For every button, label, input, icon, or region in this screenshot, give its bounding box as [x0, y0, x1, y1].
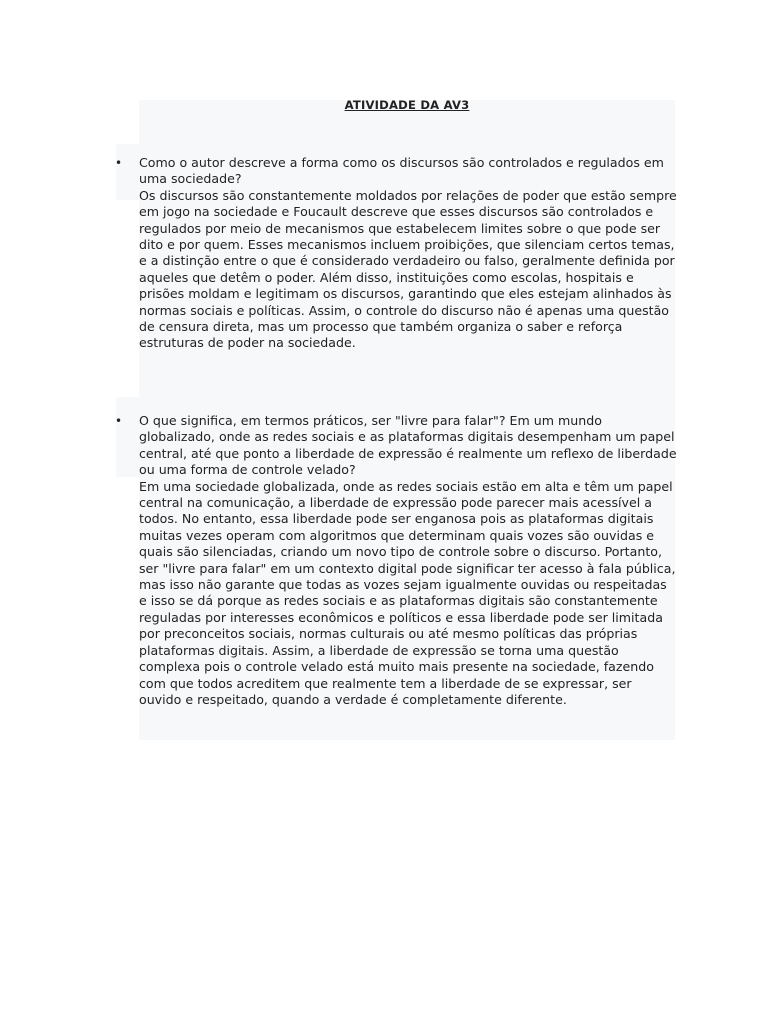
page-title: ATIVIDADE DA AV3 [344, 98, 470, 112]
bullet: • [115, 414, 123, 428]
answer-text: Em uma sociedade globalizada, onde as redes sociais estão em alta e têm um papel central na comunicação, a liberdade de expressão pode parecer mais acessível a todos. No entanto, essa liberdade pode ser enganosa pois as plataformas digitais muitas vezes operam com algoritmos que determinam quais vozes são ouvidas e quais são silenciadas, criando um novo tipo de controle sobre o discurso. Portanto, ser "livre para falar" em um contexto digital pode significar ter acesso à fala pública, mas isso não garante que todas as vozes sejam igualmente ouvidas ou respeitadas e isso se dá porque as redes sociais e as plataformas digitais são constantemente reguladas por interesses econômicos e políticos e essa liberdade pode ser limitada por preconceitos sociais, normas culturais ou até mesmo políticas das próprias plataformas digitais. Assim, a liberdade de expressão se torna uma questão complexa pois o controle velado está muito mais presente na sociedade, fazendo com que todos acreditem que realmente tem a liberdade de se expressar, ser ouvido e respeitado, quando a verdade é completamente diferente. [139, 478, 676, 707]
bullet: • [115, 156, 123, 170]
list-item [115, 413, 677, 708]
answer-text: Os discursos são constantemente moldados por relações de poder que estão sempre em jogo na sociedade e Foucault descreve que esses discursos são controlados e regulados por meio de mecanismos que estabelecem limites sobre o que pode ser dito e por quem. Esses mecanismos incluem proibições, que silenciam certos temas, e a distinção entre o que é considerado verdadeiro ou falso, geralmente definida por aqueles que detêm o poder. Além disso, instituições como escolas, hospitais e prisões moldam e legitimam os discursos, garantindo que eles estejam alinhados às normas sociais e políticas. Assim, o controle do discurso não é apenas uma questão de censura direta, mas um processo que também organiza o saber e reforça estruturas de poder na sociedade. [139, 187, 677, 351]
question-text: O que significa, em termos práticos, ser "livre para falar"? Em um mundo globalizado, onde as redes sociais e as plataformas digitais desempenham um papel central, até que ponto a liberdade de expressão é realmente um reflexo de liberdade ou uma forma de controle velado? [139, 413, 677, 478]
question-text: Como o autor descreve a forma como os discursos são controlados e regulados em uma sociedade? [139, 155, 664, 187]
list-item [115, 155, 677, 352]
